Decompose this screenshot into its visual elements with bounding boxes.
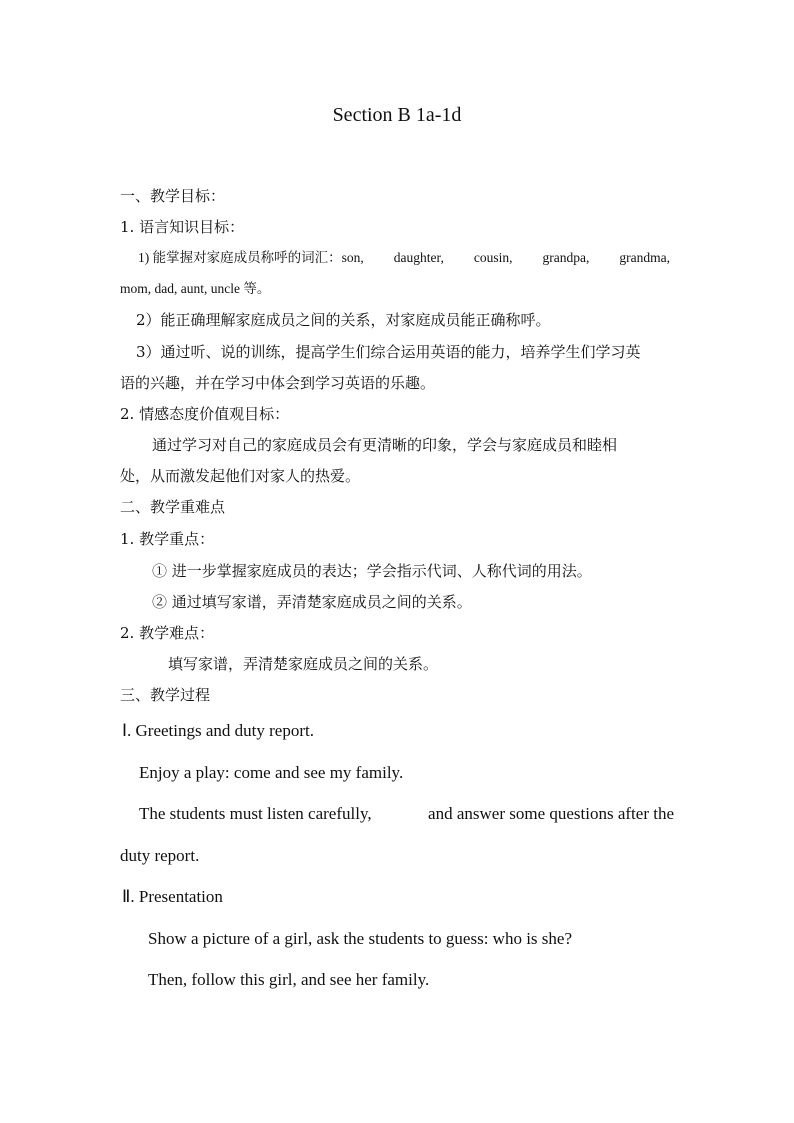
word-group: grandma, (619, 250, 670, 265)
step-1-line-3: duty report. (120, 846, 200, 865)
objective-3-line-1: 3）通过听、说的训练，提高学生们综合运用英语的能力，培养学生们学习英 (136, 343, 641, 361)
word-group: cousin, (473, 250, 513, 265)
section-heading-procedure: 三、教学过程 (120, 686, 211, 704)
step-1-line-1: Enjoy a play: come and see my family. (139, 763, 404, 782)
text-run: and answer some questions after the (428, 804, 674, 823)
objective-1-line-2: mom, dad, aunt, uncle 等。 (120, 281, 271, 296)
word-group: 1) 能掌握对家庭成员称呼的词汇：son, (138, 250, 364, 265)
emotion-goal-line-2: 处，从而激发起他们对家人的热爱。 (120, 467, 361, 485)
section-heading-objectives: 一、教学目标： (120, 187, 226, 205)
key-point-2: ② 通过填写家谱，弄清楚家庭成员之间的关系。 (152, 593, 472, 611)
step-1-line-2 (139, 804, 674, 824)
step-2-line-1: Show a picture of a girl, ask the students to guess: who is she? (148, 929, 572, 948)
objective-2: 2）能正确理解家庭成员之间的关系，对家庭成员能正确称呼。 (136, 311, 551, 329)
subheading-key-points: 1. 教学重点： (120, 530, 215, 548)
objective-3-line-2: 语的兴趣，并在学习中体会到学习英语的乐趣。 (120, 374, 436, 392)
difficult-point-1: 填写家谱，弄清楚家庭成员之间的关系。 (168, 655, 439, 673)
word-group: daughter, (393, 250, 444, 265)
page-title: Section B 1a-1d (332, 104, 462, 126)
section-heading-key-points: 二、教学重难点 (120, 498, 226, 516)
word-group: grandpa, (542, 250, 590, 265)
step-2-line-2: Then, follow this girl, and see her family. (148, 970, 430, 989)
key-point-1: ① 进一步掌握家庭成员的表达；学会指示代词、人称代词的用法。 (152, 562, 592, 580)
emotion-goal-line-1: 通过学习对自己的家庭成员会有更清晰的印象，学会与家庭成员和睦相 (152, 436, 618, 454)
objective-1-line-1 (138, 248, 670, 268)
text-run: The students must listen carefully, (139, 804, 372, 823)
subheading-emotion-attitude: 2. 情感态度价值观目标： (120, 405, 290, 423)
step-2-heading: Ⅱ. Presentation (122, 887, 223, 906)
subheading-language-knowledge: 1. 语言知识目标： (120, 218, 245, 236)
subheading-difficult-points: 2. 教学难点： (120, 624, 215, 642)
step-1-heading: Ⅰ. Greetings and duty report. (122, 721, 314, 740)
